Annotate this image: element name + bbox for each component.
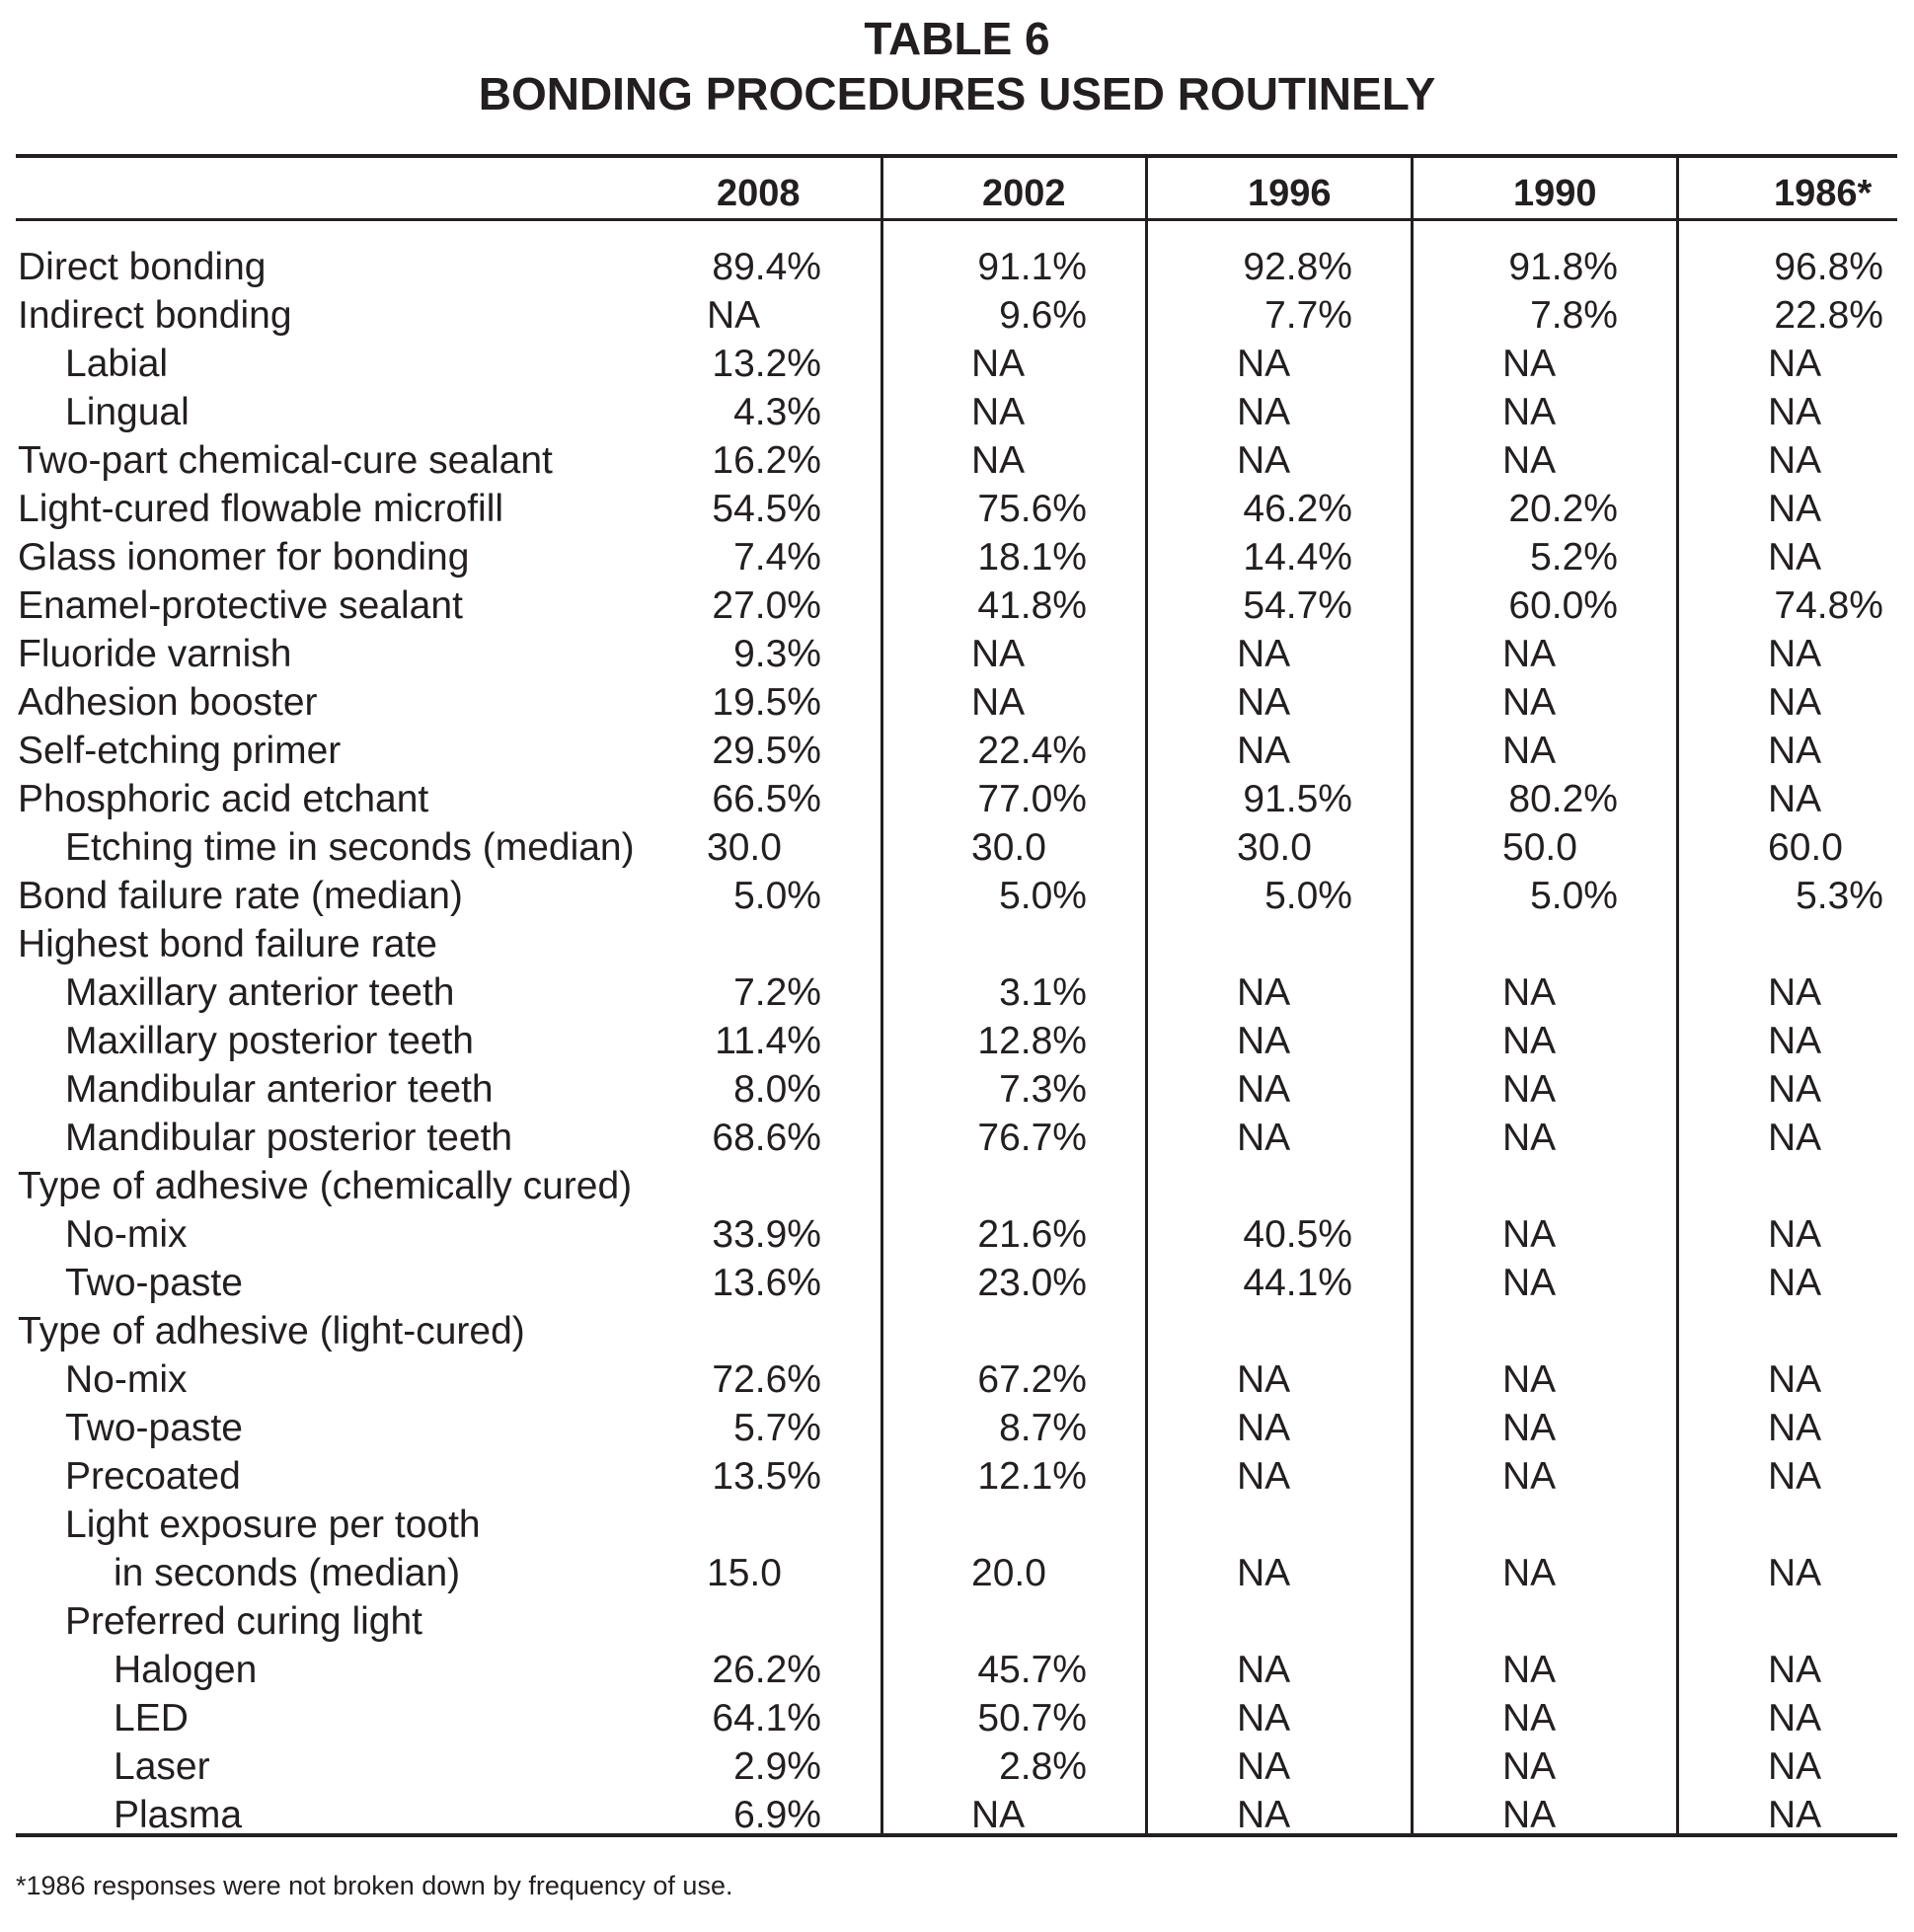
table-row [0, 1307, 1914, 1355]
row-label: Maxillary posterior teeth [65, 1020, 474, 1062]
row-value: 72.6% [712, 1358, 821, 1401]
row-label: Glass ionomer for bonding [18, 536, 470, 579]
row-label: Two-paste [65, 1262, 243, 1304]
row-value: NA [1237, 1068, 1291, 1111]
row-value: NA [1237, 1649, 1291, 1691]
row-label: Bond failure rate (median) [18, 875, 463, 917]
table-row [0, 727, 1914, 775]
table-row [0, 1404, 1914, 1452]
row-value: 22.4% [977, 730, 1087, 772]
row-value: NA [1502, 633, 1557, 675]
table-row [0, 1065, 1914, 1114]
row-value: 80.2% [1508, 778, 1618, 820]
row-value: NA [1768, 1455, 1822, 1498]
row-value: 20.2% [1508, 488, 1618, 530]
row-value: NA [971, 1794, 1026, 1836]
row-value: 3.1% [999, 971, 1087, 1014]
table-row [0, 436, 1914, 485]
row-value: 13.2% [712, 343, 821, 385]
row-value: NA [1768, 1262, 1822, 1304]
row-value: NA [1502, 391, 1557, 433]
row-value: 91.8% [1508, 246, 1618, 288]
row-value: 22.8% [1774, 294, 1883, 337]
row-value: NA [1768, 1213, 1822, 1256]
row-value: NA [1237, 633, 1291, 675]
row-label: Fluoride varnish [18, 633, 292, 675]
row-label: Precoated [65, 1455, 241, 1498]
row-value: 9.6% [999, 294, 1087, 337]
row-value: NA [1237, 730, 1291, 772]
row-value: 18.1% [977, 536, 1087, 579]
table-row [0, 1597, 1914, 1646]
row-value: NA [1237, 1455, 1291, 1498]
row-value: NA [1768, 1117, 1822, 1159]
row-value: 96.8% [1774, 246, 1883, 288]
row-value: NA [1502, 681, 1557, 724]
row-value: 7.8% [1530, 294, 1618, 337]
row-label: Adhesion booster [18, 681, 318, 724]
row-value: NA [1768, 1745, 1822, 1788]
row-value: 5.0% [1530, 875, 1618, 917]
row-value: NA [971, 391, 1026, 433]
table-title: TABLE 6 [864, 13, 1050, 64]
row-value: NA [1768, 681, 1822, 724]
row-value: NA [1237, 1794, 1291, 1836]
row-value: NA [1768, 1068, 1822, 1111]
table-row [0, 1017, 1914, 1065]
table-row [0, 872, 1914, 920]
row-value: NA [1237, 1745, 1291, 1788]
row-value: NA [1768, 391, 1822, 433]
row-label: Halogen [114, 1649, 258, 1691]
table-row [0, 775, 1914, 823]
row-value: NA [1502, 1649, 1557, 1691]
row-value: 19.5% [712, 681, 821, 724]
table-row [0, 1162, 1914, 1210]
row-value: NA [1237, 1407, 1291, 1449]
row-value: 74.8% [1774, 584, 1883, 627]
row-value: NA [1237, 1552, 1291, 1594]
row-value: NA [1502, 1697, 1557, 1739]
table-row [0, 533, 1914, 581]
row-value: NA [1502, 1407, 1557, 1449]
row-label: Self-etching primer [18, 730, 342, 772]
row-value: 11.4% [715, 1020, 821, 1062]
row-value: 20.0 [971, 1552, 1046, 1594]
row-label: Type of adhesive (light-cured) [18, 1310, 525, 1352]
row-value: 54.5% [712, 488, 821, 530]
row-label: Enamel-protective sealant [18, 584, 463, 627]
row-value: 50.7% [977, 1697, 1087, 1739]
table-row [0, 1646, 1914, 1694]
row-value: 13.6% [712, 1262, 821, 1304]
row-value: 68.6% [712, 1117, 821, 1159]
row-value: 8.7% [999, 1407, 1087, 1449]
row-value: NA [1768, 536, 1822, 579]
row-value: NA [1502, 1794, 1557, 1836]
row-value: NA [1237, 1117, 1291, 1159]
row-value: 33.9% [712, 1213, 821, 1256]
row-value: 50.0 [1502, 826, 1577, 869]
table-row [0, 291, 1914, 340]
row-value: 6.9% [733, 1794, 821, 1836]
row-value: NA [1768, 439, 1822, 482]
row-label: No-mix [65, 1358, 188, 1401]
row-value: NA [1502, 1020, 1557, 1062]
row-label: Type of adhesive (chemically cured) [18, 1165, 633, 1207]
row-value: 91.1% [977, 246, 1087, 288]
footnote: *1986 responses were not broken down by frequency of use. [16, 1871, 733, 1900]
row-value: NA [707, 294, 761, 337]
row-value: NA [1502, 1262, 1557, 1304]
table-row [0, 968, 1914, 1017]
row-label: Light-cured flowable microfill [18, 488, 504, 530]
row-value: 8.0% [733, 1068, 821, 1111]
column-header-2008: 2008 [717, 173, 801, 214]
row-value: 12.1% [977, 1455, 1087, 1498]
table-row [0, 388, 1914, 436]
table-row [0, 1210, 1914, 1259]
row-value: 45.7% [977, 1649, 1087, 1691]
row-value: 29.5% [712, 730, 821, 772]
row-value: NA [1502, 343, 1557, 385]
row-value: 30.0 [707, 826, 782, 869]
table-row [0, 1742, 1914, 1791]
row-value: NA [1237, 1020, 1291, 1062]
row-value: 75.6% [977, 488, 1087, 530]
row-value: 30.0 [971, 826, 1046, 869]
row-value: 2.9% [733, 1745, 821, 1788]
row-value: NA [1502, 1455, 1557, 1498]
row-value: 15.0 [707, 1552, 782, 1594]
row-label: Labial [65, 343, 169, 385]
row-value: 5.0% [733, 875, 821, 917]
row-value: NA [1237, 1358, 1291, 1401]
table-row [0, 1501, 1914, 1549]
table-row [0, 1549, 1914, 1597]
row-label: Two-paste [65, 1407, 243, 1449]
row-value: NA [971, 439, 1026, 482]
row-value: 92.8% [1243, 246, 1352, 288]
row-value: 14.4% [1243, 536, 1352, 579]
table-row [0, 678, 1914, 727]
row-value: NA [1768, 730, 1822, 772]
row-value: NA [1768, 1552, 1822, 1594]
row-value: NA [1768, 633, 1822, 675]
row-value: 40.5% [1243, 1213, 1352, 1256]
row-label: Phosphoric acid etchant [18, 778, 429, 820]
row-value: NA [1502, 1117, 1557, 1159]
row-value: NA [1237, 1697, 1291, 1739]
row-value: NA [1502, 1552, 1557, 1594]
table-row [0, 823, 1914, 872]
row-value: 7.2% [733, 971, 821, 1014]
row-value: NA [1237, 971, 1291, 1014]
row-value: NA [1502, 1358, 1557, 1401]
row-value: NA [1768, 488, 1822, 530]
row-value: 5.7% [733, 1407, 821, 1449]
row-label: Etching time in seconds (median) [65, 826, 635, 869]
row-value: NA [971, 681, 1026, 724]
row-value: 23.0% [977, 1262, 1087, 1304]
row-value: NA [1237, 391, 1291, 433]
row-value: NA [971, 343, 1026, 385]
row-value: 5.3% [1796, 875, 1883, 917]
row-value: NA [1768, 971, 1822, 1014]
row-label: Indirect bonding [18, 294, 292, 337]
table-row [0, 243, 1914, 291]
row-value: 7.3% [999, 1068, 1087, 1111]
row-value: NA [1768, 1649, 1822, 1691]
row-value: NA [1768, 1407, 1822, 1449]
row-value: 66.5% [712, 778, 821, 820]
row-label: Mandibular posterior teeth [65, 1117, 513, 1159]
row-label: Preferred curing light [65, 1600, 423, 1643]
row-label: in seconds (median) [114, 1552, 461, 1594]
row-value: 27.0% [712, 584, 821, 627]
row-value: 60.0 [1768, 826, 1843, 869]
row-value: 13.5% [712, 1455, 821, 1498]
row-label: Mandibular anterior teeth [65, 1068, 494, 1111]
row-value: 41.8% [977, 584, 1087, 627]
table-row [0, 1452, 1914, 1501]
top-rule [16, 154, 1897, 158]
table-row [0, 1694, 1914, 1742]
row-label: Plasma [114, 1794, 243, 1836]
header-rule [16, 218, 1897, 221]
row-label: Lingual [65, 391, 190, 433]
table-row [0, 581, 1914, 630]
row-value: NA [1768, 1358, 1822, 1401]
row-value: 26.2% [712, 1649, 821, 1691]
row-label: LED [114, 1697, 189, 1739]
row-value: NA [1502, 730, 1557, 772]
column-header-2002: 2002 [982, 173, 1066, 214]
row-value: NA [1768, 343, 1822, 385]
row-value: 5.0% [999, 875, 1087, 917]
row-value: 46.2% [1243, 488, 1352, 530]
row-label: No-mix [65, 1213, 188, 1256]
row-label: Highest bond failure rate [18, 923, 437, 966]
row-value: NA [1502, 971, 1557, 1014]
row-label: Maxillary anterior teeth [65, 971, 455, 1014]
row-value: NA [1502, 1213, 1557, 1256]
row-value: NA [1237, 439, 1291, 482]
table-row [0, 1355, 1914, 1404]
row-label: Laser [114, 1745, 210, 1788]
row-label: Two-part chemical-cure sealant [18, 439, 553, 482]
row-label: Light exposure per tooth [65, 1504, 481, 1546]
row-value: NA [1768, 1020, 1822, 1062]
row-value: NA [1237, 681, 1291, 724]
row-label: Direct bonding [18, 246, 267, 288]
row-value: 64.1% [712, 1697, 821, 1739]
row-value: NA [1237, 343, 1291, 385]
row-value: 60.0% [1508, 584, 1618, 627]
table-row [0, 920, 1914, 968]
row-value: 91.5% [1243, 778, 1352, 820]
table-row [0, 630, 1914, 678]
column-header-1990: 1990 [1513, 173, 1597, 214]
row-value: 16.2% [712, 439, 821, 482]
row-value: 5.2% [1530, 536, 1618, 579]
column-header-1986: 1986* [1774, 173, 1873, 214]
row-value: 5.0% [1264, 875, 1352, 917]
row-value: 77.0% [977, 778, 1087, 820]
table-row [0, 485, 1914, 533]
row-value: 2.8% [999, 1745, 1087, 1788]
row-value: 21.6% [977, 1213, 1087, 1256]
row-value: 89.4% [712, 246, 821, 288]
row-value: 76.7% [977, 1117, 1087, 1159]
row-value: NA [1502, 1745, 1557, 1788]
row-value: NA [1502, 1068, 1557, 1111]
table-row [0, 1259, 1914, 1307]
table-row [0, 340, 1914, 388]
row-value: 67.2% [977, 1358, 1087, 1401]
row-value: NA [1502, 439, 1557, 482]
row-value: NA [1768, 1794, 1822, 1836]
row-value: 9.3% [733, 633, 821, 675]
row-value: 4.3% [733, 391, 821, 433]
table-row [0, 1791, 1914, 1839]
row-value: 30.0 [1237, 826, 1312, 869]
row-value: 12.8% [977, 1020, 1087, 1062]
column-header-1996: 1996 [1248, 173, 1332, 214]
row-value: 7.7% [1264, 294, 1352, 337]
row-value: 54.7% [1243, 584, 1352, 627]
table-row [0, 1114, 1914, 1162]
table-subtitle: BONDING PROCEDURES USED ROUTINELY [478, 68, 1436, 119]
row-value: 44.1% [1243, 1262, 1352, 1304]
row-value: NA [1768, 1697, 1822, 1739]
row-value: 7.4% [733, 536, 821, 579]
row-value: NA [971, 633, 1026, 675]
row-value: NA [1768, 778, 1822, 820]
